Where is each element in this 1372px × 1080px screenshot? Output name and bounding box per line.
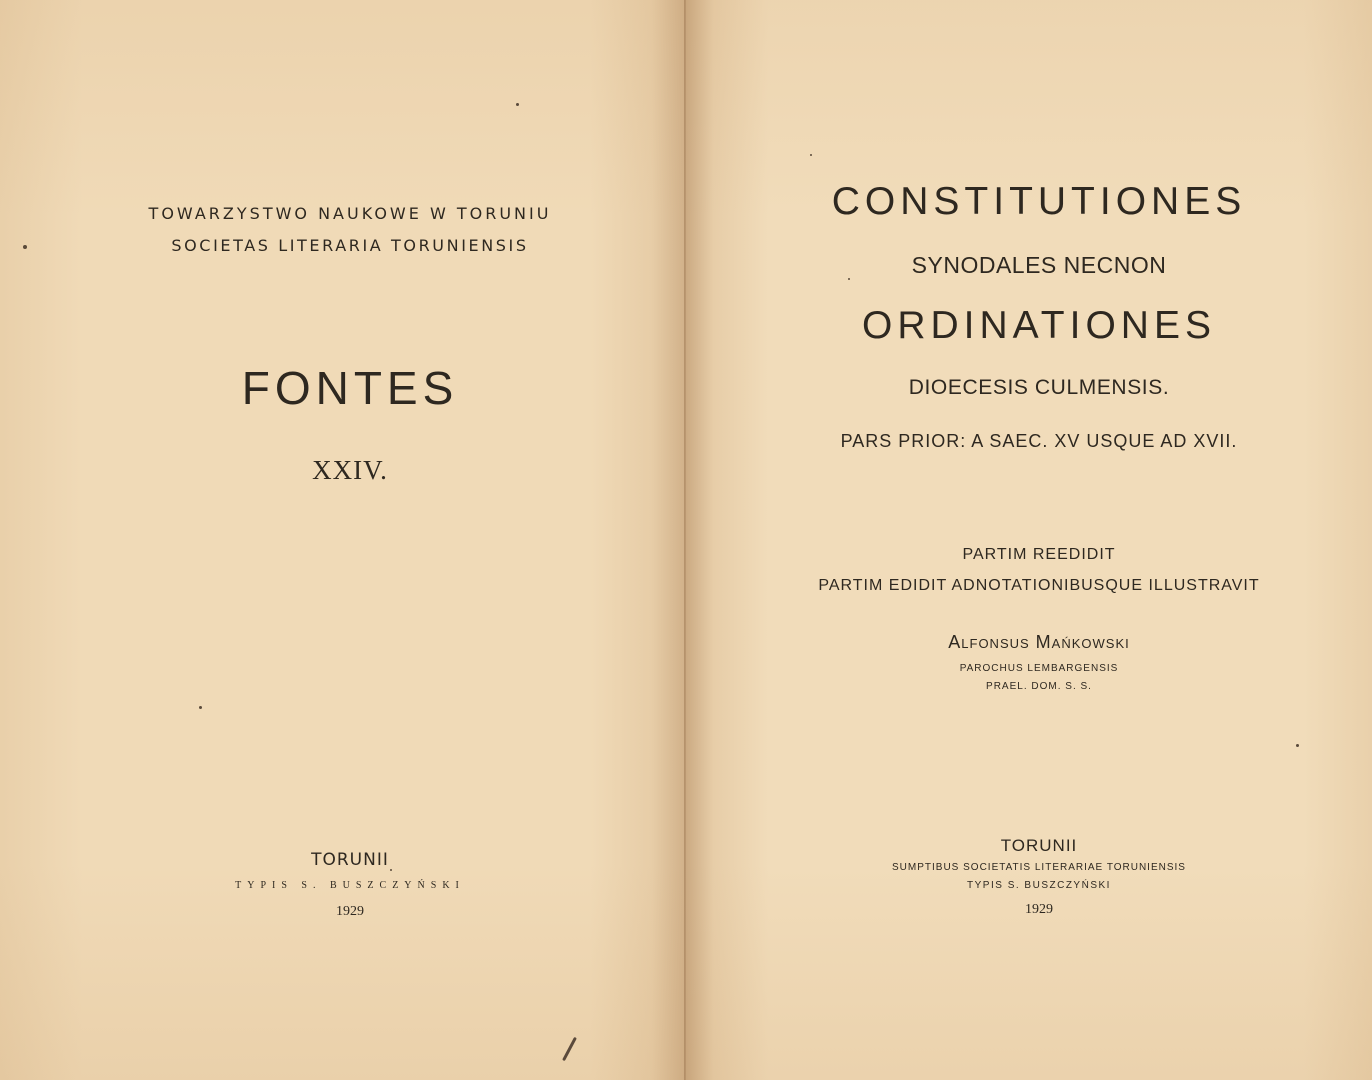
paper-speck — [1296, 744, 1299, 747]
society-name-latin: SOCIETAS LITERARIA TORUNIENSIS — [171, 236, 529, 255]
paper-speck — [810, 154, 812, 156]
title-ordinationes: ORDINATIONES — [862, 304, 1216, 347]
series-title: FONTES — [241, 362, 459, 414]
paper-speck — [199, 706, 202, 709]
paper-speck — [516, 103, 519, 106]
society-name-polish: TOWARZYSTWO NAUKOWE W TORUNIU — [148, 204, 552, 223]
imprint-city: TORUNII — [311, 850, 389, 870]
editor-statement-1: PARTIM REEDIDIT — [962, 546, 1116, 563]
paper-speck — [390, 869, 392, 871]
imprint-sumptibus: SUMPTIBUS SOCIETATIS LITERARIAE TORUNIENSIS — [892, 862, 1186, 873]
imprint-year: 1929 — [1025, 902, 1053, 917]
ink-mark — [562, 1037, 577, 1061]
title-constitutiones: CONSTITUTIONES — [831, 180, 1247, 223]
part-statement: PARS PRIOR: A SAEC. XV USQUE AD XVII. — [840, 431, 1238, 451]
editor-statement-2: PARTIM EDIDIT ADNOTATIONIBUSQUE ILLUSTRAVIT — [818, 577, 1260, 594]
right-page — [686, 0, 1372, 1080]
imprint-printer: TYPIS S. BUSZCZYŃSKI — [235, 880, 465, 891]
imprint-year: 1929 — [336, 904, 364, 919]
volume-number: XXIV. — [312, 455, 388, 485]
author-name: Alfonsus Mańkowski — [948, 632, 1130, 652]
title-dioecesis: DIOECESIS CULMENSIS. — [908, 376, 1170, 399]
imprint-city: TORUNII — [1000, 836, 1078, 855]
paper-speck — [848, 278, 850, 280]
author-role-1: PAROCHUS LEMBARGENSIS — [959, 663, 1119, 674]
title-synodales: SYNODALES NECNON — [911, 252, 1167, 278]
imprint-printer: TYPIS S. BUSZCZYŃSKI — [967, 880, 1111, 891]
author-role-2: PRAEL. DOM. S. S. — [986, 681, 1092, 692]
paper-speck — [23, 245, 27, 249]
